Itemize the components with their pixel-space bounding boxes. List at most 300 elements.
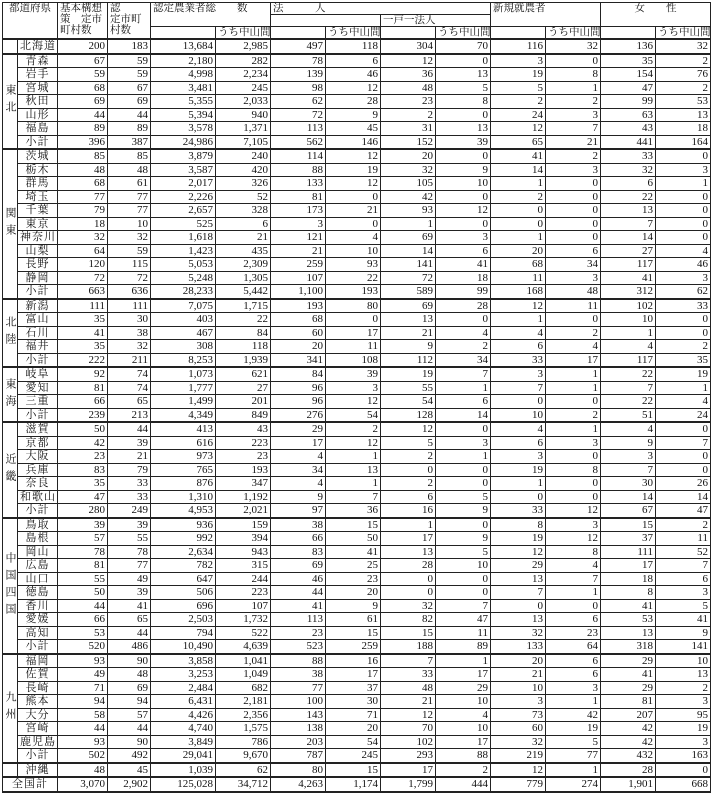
data-cell: 25 [326, 559, 381, 573]
data-cell: 522 [216, 626, 271, 640]
data-cell: 6 [491, 436, 546, 450]
data-cell: 100 [271, 695, 326, 709]
data-cell: 223 [216, 586, 271, 600]
data-cell: 59 [108, 68, 151, 82]
data-cell: 78 [58, 545, 108, 559]
data-cell: 80 [326, 299, 381, 313]
prefecture-name: 小計 [18, 353, 58, 367]
data-cell: 21 [216, 231, 271, 245]
data-cell: 120 [58, 258, 108, 272]
data-cell: 244 [216, 572, 271, 586]
data-cell: 59 [108, 244, 151, 258]
data-cell: 0 [436, 477, 491, 491]
data-cell: 48 [381, 681, 436, 695]
data-cell: 0 [436, 217, 491, 231]
table-row [3, 95, 711, 109]
data-cell: 74 [108, 367, 151, 381]
data-cell: 89 [58, 122, 108, 136]
data-cell: 111 [108, 299, 151, 313]
data-cell: 48 [381, 81, 436, 95]
data-cell: 20 [491, 244, 546, 258]
prefecture-name: 東京 [18, 217, 58, 231]
data-cell: 32 [491, 735, 546, 749]
data-cell: 3 [656, 735, 711, 749]
data-cell: 89 [436, 640, 491, 654]
data-cell: 0 [656, 326, 711, 340]
data-cell: 6 [491, 340, 546, 354]
data-cell: 0 [546, 217, 601, 231]
data-cell: 682 [216, 681, 271, 695]
data-cell: 19 [491, 68, 546, 82]
data-cell: 52 [216, 190, 271, 204]
data-cell: 97 [271, 504, 326, 518]
data-cell: 0 [546, 54, 601, 68]
data-cell: 0 [546, 190, 601, 204]
data-cell: 6 [546, 668, 601, 682]
data-cell: 117 [601, 353, 656, 367]
table-body [3, 39, 711, 792]
header-corp-total-blank [271, 27, 326, 40]
data-cell: 13 [491, 572, 546, 586]
prefecture-name: 石川 [18, 326, 58, 340]
data-cell: 2 [656, 681, 711, 695]
prefecture-name: 福井 [18, 340, 58, 354]
data-cell: 33 [108, 490, 151, 504]
data-cell: 0 [546, 395, 601, 409]
data-cell: 88 [271, 654, 326, 668]
data-cell: 293 [381, 749, 436, 763]
data-cell: 44 [58, 722, 108, 736]
data-cell: 58 [58, 708, 108, 722]
data-cell: 33 [381, 668, 436, 682]
data-cell: 141 [656, 640, 711, 654]
table-row [3, 135, 711, 149]
data-cell: 2,180 [151, 54, 216, 68]
data-cell: 2,181 [216, 695, 271, 709]
prefecture-name: 山梨 [18, 244, 58, 258]
prefecture-name: 三重 [18, 395, 58, 409]
data-cell: 78 [271, 54, 326, 68]
data-cell: 22 [601, 367, 656, 381]
total-cell: 125,028 [151, 777, 216, 792]
data-cell: 318 [601, 640, 656, 654]
total-cell: 4,263 [271, 777, 326, 792]
prefecture-name: 佐賀 [18, 668, 58, 682]
region-label: 近畿 [3, 422, 18, 518]
total-cell: 34,712 [216, 777, 271, 792]
data-cell: 65 [108, 395, 151, 409]
data-cell: 562 [271, 135, 326, 149]
data-cell: 3 [326, 381, 381, 395]
data-cell: 35 [58, 340, 108, 354]
data-cell: 79 [108, 463, 151, 477]
data-cell: 23 [271, 626, 326, 640]
data-cell: 62 [656, 285, 711, 299]
data-cell: 3 [546, 518, 601, 532]
data-cell: 403 [151, 313, 216, 327]
data-cell: 18 [601, 572, 656, 586]
data-cell: 28 [381, 559, 436, 573]
data-cell: 6,431 [151, 695, 216, 709]
data-cell: 16 [381, 504, 436, 518]
data-cell: 973 [151, 450, 216, 464]
data-cell: 17 [271, 436, 326, 450]
data-cell: 21 [326, 204, 381, 218]
data-cell: 47 [601, 81, 656, 95]
total-cell: 2,902 [108, 777, 151, 792]
data-cell: 72 [271, 108, 326, 122]
data-cell: 3,481 [151, 81, 216, 95]
data-cell: 12 [491, 299, 546, 313]
header-farmers-total-blank [151, 27, 216, 40]
statistics-table-container [2, 2, 711, 797]
data-cell: 0 [546, 204, 601, 218]
data-cell: 0 [656, 450, 711, 464]
data-cell: 193 [216, 463, 271, 477]
data-cell: 486 [108, 640, 151, 654]
data-cell: 92 [58, 367, 108, 381]
data-cell: 12 [326, 436, 381, 450]
data-cell: 90 [108, 735, 151, 749]
data-cell: 396 [58, 135, 108, 149]
prefecture-name: 山口 [18, 572, 58, 586]
data-cell: 0 [491, 204, 546, 218]
data-cell: 1,732 [216, 613, 271, 627]
data-cell: 35 [58, 313, 108, 327]
data-cell: 36 [381, 68, 436, 82]
data-cell: 13 [381, 313, 436, 327]
data-cell: 46 [656, 258, 711, 272]
data-cell: 42 [601, 722, 656, 736]
data-cell: 936 [151, 518, 216, 532]
data-cell: 20 [326, 722, 381, 736]
data-cell: 0 [436, 463, 491, 477]
data-cell: 782 [151, 559, 216, 573]
data-cell: 10 [108, 217, 151, 231]
data-cell: 143 [271, 708, 326, 722]
data-cell: 0 [491, 217, 546, 231]
data-cell: 67 [58, 54, 108, 68]
total-cell: 274 [546, 777, 601, 792]
table-row [3, 353, 711, 367]
data-cell: 59 [108, 54, 151, 68]
data-cell: 41 [58, 326, 108, 340]
region-label: 関東 [3, 149, 18, 299]
data-cell: 12 [326, 149, 381, 163]
data-cell: 10 [491, 408, 546, 422]
data-cell: 32 [381, 163, 436, 177]
data-cell: 41 [601, 599, 656, 613]
data-cell: 29 [491, 559, 546, 573]
data-cell: 3 [656, 586, 711, 600]
data-cell: 39 [326, 367, 381, 381]
data-cell: 9 [436, 163, 491, 177]
data-cell: 55 [58, 572, 108, 586]
table-row [3, 477, 711, 491]
header-single-corp: 一戸一法人 [381, 15, 491, 27]
data-cell: 67 [601, 504, 656, 518]
prefecture-name: 香川 [18, 599, 58, 613]
header-prefecture: 都道府県 [3, 3, 58, 40]
data-cell: 37 [601, 532, 656, 546]
prefecture-name: 愛媛 [18, 613, 58, 627]
data-cell: 7 [436, 367, 491, 381]
data-cell: 59 [58, 68, 108, 82]
data-cell: 41 [108, 599, 151, 613]
data-cell: 10 [491, 681, 546, 695]
data-cell: 280 [58, 504, 108, 518]
data-cell: 7 [491, 381, 546, 395]
data-cell: 96 [271, 381, 326, 395]
prefecture-name: 神奈川 [18, 231, 58, 245]
data-cell: 0 [436, 586, 491, 600]
data-cell: 44 [58, 599, 108, 613]
data-cell: 616 [151, 436, 216, 450]
data-cell: 1 [491, 177, 546, 191]
data-cell: 2,484 [151, 681, 216, 695]
data-cell: 259 [271, 258, 326, 272]
national-total-row [3, 777, 711, 792]
data-cell: 2 [436, 340, 491, 354]
data-cell: 1,499 [151, 395, 216, 409]
data-cell: 696 [151, 599, 216, 613]
data-cell: 52 [656, 545, 711, 559]
prefecture-name: 小計 [18, 408, 58, 422]
prefecture-name: 小計 [18, 749, 58, 763]
prefecture-name: 宮城 [18, 81, 58, 95]
data-cell: 90 [108, 654, 151, 668]
data-cell: 22 [216, 313, 271, 327]
data-cell: 3 [271, 217, 326, 231]
data-cell: 467 [151, 326, 216, 340]
data-cell: 2,021 [216, 504, 271, 518]
data-cell: 1 [326, 450, 381, 464]
table-row [3, 163, 711, 177]
data-cell: 10 [656, 654, 711, 668]
data-cell: 118 [216, 340, 271, 354]
data-cell: 99 [601, 95, 656, 109]
data-cell: 29,041 [151, 749, 216, 763]
data-cell: 93 [58, 735, 108, 749]
prefecture-name: 奈良 [18, 477, 58, 491]
data-cell: 12 [381, 708, 436, 722]
data-cell: 326 [216, 177, 271, 191]
data-cell: 29 [601, 654, 656, 668]
data-cell: 0 [656, 463, 711, 477]
data-cell: 32 [601, 163, 656, 177]
approved-farmers-table [2, 2, 711, 793]
data-cell: 1,715 [216, 299, 271, 313]
data-cell: 146 [326, 135, 381, 149]
data-cell: 105 [381, 177, 436, 191]
table-row [3, 326, 711, 340]
data-cell: 2,033 [216, 95, 271, 109]
prefecture-name: 青森 [18, 54, 58, 68]
data-cell: 39 [436, 135, 491, 149]
data-cell: 53 [58, 626, 108, 640]
table-row [3, 367, 711, 381]
data-cell: 39 [108, 586, 151, 600]
data-cell: 85 [108, 149, 151, 163]
table-header [3, 3, 711, 40]
table-row [3, 313, 711, 327]
data-cell: 95 [656, 708, 711, 722]
data-cell: 23 [216, 450, 271, 464]
table-row [3, 108, 711, 122]
data-cell: 3 [546, 108, 601, 122]
data-cell: 3,587 [151, 163, 216, 177]
data-cell: 2 [546, 326, 601, 340]
data-cell: 2 [326, 422, 381, 436]
prefecture-name: 埼玉 [18, 190, 58, 204]
table-row [3, 177, 711, 191]
data-cell: 7 [546, 572, 601, 586]
data-cell: 3,253 [151, 668, 216, 682]
data-cell: 4 [656, 395, 711, 409]
data-cell: 2 [656, 340, 711, 354]
prefecture-name: 宮崎 [18, 722, 58, 736]
table-row [3, 340, 711, 354]
data-cell: 1 [546, 586, 601, 600]
data-cell: 5 [436, 545, 491, 559]
data-cell: 1 [546, 81, 601, 95]
data-cell: 21 [381, 695, 436, 709]
data-cell: 96 [271, 395, 326, 409]
data-cell: 23 [326, 572, 381, 586]
data-cell: 5,442 [216, 285, 271, 299]
region-label: 北陸 [3, 299, 18, 368]
data-cell: 8,253 [151, 353, 216, 367]
table-row [3, 217, 711, 231]
data-cell: 71 [58, 681, 108, 695]
data-cell: 35 [656, 353, 711, 367]
data-cell: 136 [601, 39, 656, 54]
data-cell: 0 [436, 108, 491, 122]
data-cell: 41 [601, 271, 656, 285]
table-row [3, 450, 711, 464]
prefecture-name: 和歌山 [18, 490, 58, 504]
total-cell: 1,901 [601, 777, 656, 792]
data-cell: 1,310 [151, 490, 216, 504]
data-cell: 32 [656, 39, 711, 54]
data-cell: 29 [271, 422, 326, 436]
data-cell: 13 [656, 668, 711, 682]
prefecture-name: 岡山 [18, 545, 58, 559]
data-cell: 2 [381, 477, 436, 491]
data-cell: 520 [58, 640, 108, 654]
data-cell: 34 [271, 463, 326, 477]
table-row [3, 708, 711, 722]
data-cell: 83 [271, 545, 326, 559]
table-row [3, 244, 711, 258]
data-cell: 11 [656, 532, 711, 546]
data-cell: 28 [326, 95, 381, 109]
data-cell: 121 [271, 231, 326, 245]
data-cell: 1,305 [216, 271, 271, 285]
data-cell: 1 [326, 477, 381, 491]
data-cell: 44 [108, 722, 151, 736]
data-cell: 5 [436, 490, 491, 504]
data-cell: 21 [108, 450, 151, 464]
header-female: 女 性 [601, 3, 711, 27]
data-cell: 441 [601, 135, 656, 149]
data-cell: 3 [656, 271, 711, 285]
data-cell: 48 [58, 763, 108, 778]
data-cell: 14 [491, 163, 546, 177]
data-cell: 0 [436, 149, 491, 163]
data-cell: 14 [656, 490, 711, 504]
data-cell: 4,349 [151, 408, 216, 422]
data-cell: 3 [656, 695, 711, 709]
data-cell: 0 [546, 177, 601, 191]
data-cell: 17 [381, 532, 436, 546]
data-cell: 18 [58, 217, 108, 231]
data-cell: 3,858 [151, 654, 216, 668]
data-cell: 0 [436, 190, 491, 204]
data-cell: 13 [326, 463, 381, 477]
data-cell: 10 [436, 177, 491, 191]
data-cell: 38 [271, 518, 326, 532]
data-cell: 308 [151, 340, 216, 354]
data-cell: 23 [381, 95, 436, 109]
table-row [3, 599, 711, 613]
data-cell: 81 [58, 381, 108, 395]
data-cell: 2,234 [216, 68, 271, 82]
data-cell: 0 [436, 422, 491, 436]
data-cell: 94 [108, 695, 151, 709]
table-row [3, 518, 711, 532]
data-cell: 4,639 [216, 640, 271, 654]
data-cell: 30 [108, 313, 151, 327]
data-cell: 211 [108, 353, 151, 367]
data-cell: 85 [58, 149, 108, 163]
data-cell: 133 [491, 640, 546, 654]
data-cell: 84 [271, 367, 326, 381]
data-cell: 20 [381, 149, 436, 163]
data-cell: 276 [271, 408, 326, 422]
data-cell: 0 [381, 463, 436, 477]
data-cell: 14 [601, 231, 656, 245]
data-cell: 139 [271, 68, 326, 82]
data-cell: 22 [326, 271, 381, 285]
national-total-label: 全国計 [3, 777, 58, 792]
data-cell: 1,423 [151, 244, 216, 258]
data-cell: 4 [656, 244, 711, 258]
data-cell: 2 [546, 95, 601, 109]
data-cell: 4 [491, 326, 546, 340]
data-cell: 28 [601, 763, 656, 778]
data-cell: 93 [58, 654, 108, 668]
data-cell: 1,041 [216, 654, 271, 668]
data-cell: 1 [436, 450, 491, 464]
data-cell: 89 [108, 122, 151, 136]
data-cell: 3 [491, 450, 546, 464]
header-corp-mountain: うち中山間 [326, 27, 381, 40]
data-cell: 5,248 [151, 271, 216, 285]
data-cell: 54 [381, 395, 436, 409]
data-cell: 33 [491, 353, 546, 367]
data-cell: 3 [436, 436, 491, 450]
table-row [3, 572, 711, 586]
data-cell: 1,777 [151, 381, 216, 395]
data-cell: 19 [656, 722, 711, 736]
data-cell: 77 [108, 204, 151, 218]
data-cell: 14 [601, 490, 656, 504]
data-cell: 65 [108, 613, 151, 627]
data-cell: 41 [271, 599, 326, 613]
data-cell: 0 [491, 599, 546, 613]
prefecture-name: 千葉 [18, 204, 58, 218]
